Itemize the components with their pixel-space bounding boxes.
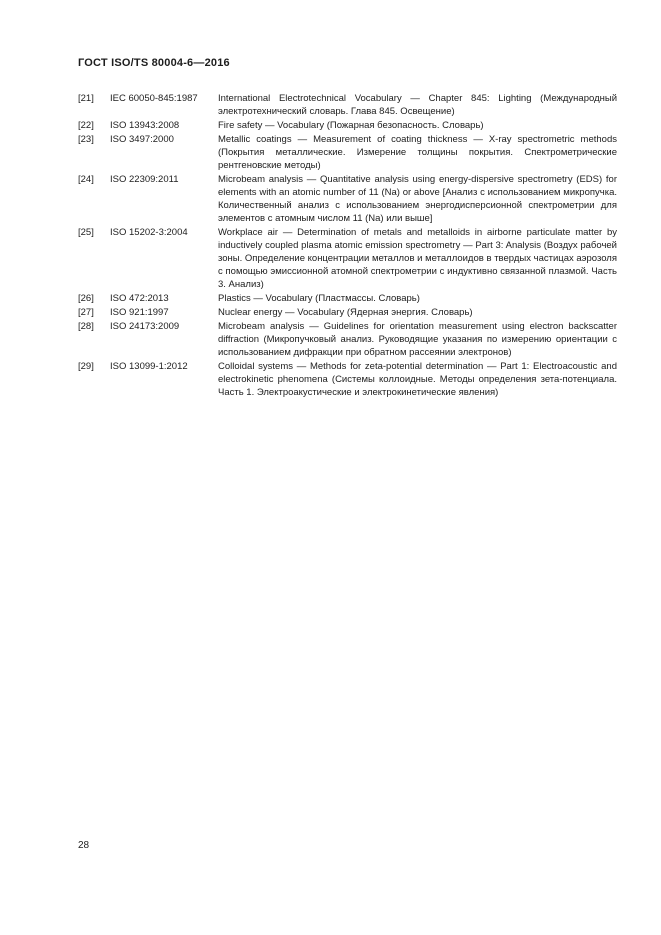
reference-number: [22] — [78, 120, 94, 131]
reference-text: Microbeam analysis — Guidelines for orientation measurement using electron backscatter diffraction (Микропучковый анализ. Руководящие указания по измерению ориентации с использованием дифракции при обратном рассеянии электронов) — [218, 321, 617, 358]
reference-code: ISO 24173:2009 — [110, 321, 180, 332]
reference-code: ISO 921:1997 — [110, 307, 169, 318]
reference-row — [78, 133, 617, 172]
reference-row — [78, 119, 617, 132]
reference-text: Fire safety — Vocabulary (Пожарная безопасность. Словарь) — [218, 120, 484, 131]
reference-text: Workplace air — Determination of metals and metalloids in airborne particulate matter by inductively coupled plasma atomic emission spectrometry — Part 3: Analysis (Воздух рабочей зоны. Определение концентрации металлов и металлоидов в твердых частицах аэрозоля с помощью эмиссионной атомной спектрометрии с индуктивно связанной плазмой. Часть 3. Анализ) — [218, 227, 617, 290]
reference-number: [26] — [78, 293, 94, 304]
reference-text: Plastics — Vocabulary (Пластмассы. Словарь) — [218, 293, 420, 304]
reference-code: ISO 472:2013 — [110, 293, 169, 304]
reference-number: [21] — [78, 93, 94, 104]
reference-number: [27] — [78, 307, 94, 318]
reference-row — [78, 226, 617, 291]
reference-number: [29] — [78, 361, 94, 372]
reference-row — [78, 306, 617, 319]
reference-row — [78, 92, 617, 118]
reference-number: [24] — [78, 174, 94, 185]
reference-text: Colloidal systems — Methods for zeta-potential determination — Part 1: Electroacoustic and electrokinetic phenomena (Системы коллоидные. Методы определения зета-потенциала. Часть 1. Электроакустические и электрокинетические явления) — [218, 361, 617, 398]
reference-number: [25] — [78, 227, 94, 238]
reference-number: [28] — [78, 321, 94, 332]
document-header-title: ГОСТ ISO/TS 80004-6—2016 — [78, 57, 230, 69]
reference-text: Nuclear energy — Vocabulary (Ядерная энергия. Словарь) — [218, 307, 473, 318]
reference-code: IEC 60050-845:1987 — [110, 93, 198, 104]
page-number: 28 — [78, 840, 90, 851]
reference-row — [78, 173, 617, 225]
reference-number: [23] — [78, 134, 94, 145]
reference-code: ISO 15202-3:2004 — [110, 227, 188, 238]
reference-text: International Electrotechnical Vocabulary — Chapter 845: Lighting (Международный электротехнический словарь. Глава 845. Освещение) — [218, 93, 617, 117]
reference-code: ISO 22309:2011 — [110, 174, 179, 185]
references-list — [78, 92, 617, 400]
reference-text: Microbeam analysis — Quantitative analysis using energy-dispersive spectrometry (EDS) for elements with an atomic number of 11 (Na) or above [Анализ с использованием микропучка. Количественный анализ с использованием энергодисперсионной спектрометрии для элементов с атомным числом 11 (Na) или выше] — [218, 174, 617, 224]
reference-code: ISO 13943:2008 — [110, 120, 180, 131]
reference-row — [78, 320, 617, 359]
reference-row — [78, 292, 617, 305]
reference-code: ISO 13099-1:2012 — [110, 361, 188, 372]
reference-text: Metallic coatings — Measurement of coating thickness — X-ray spectrometric methods (Покрытия металлические. Измерение толщины покрытия. Спектрометрические рентгеновские методы) — [218, 134, 617, 171]
reference-code: ISO 3497:2000 — [110, 134, 174, 145]
reference-row — [78, 360, 617, 399]
